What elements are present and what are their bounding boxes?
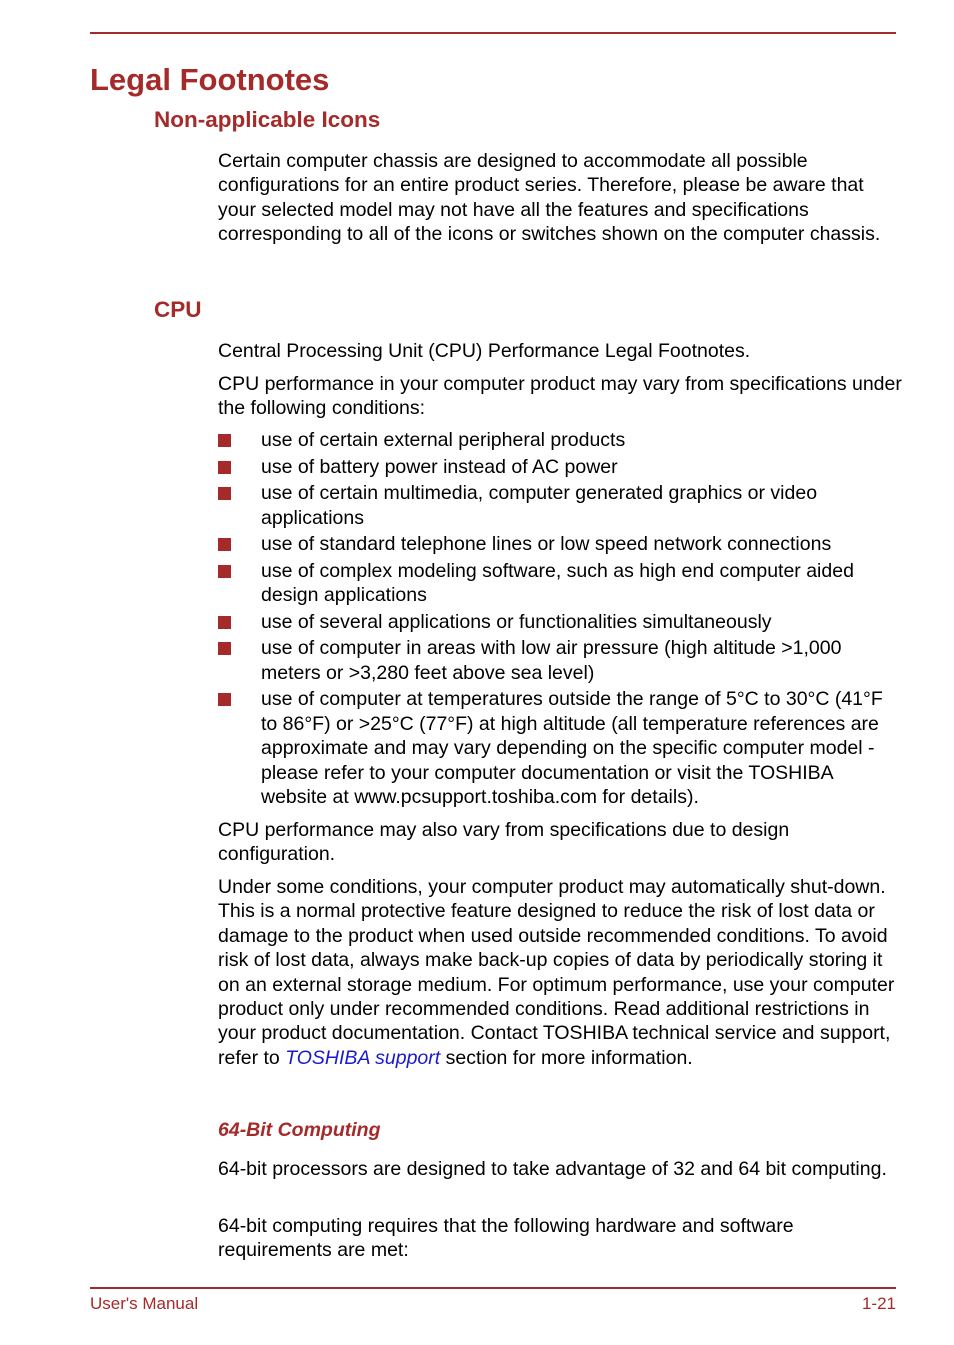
square-bullet-icon	[218, 565, 231, 578]
square-bullet-icon	[218, 693, 231, 706]
cpu-conditions-paragraph: CPU performance in your computer product may vary from specifications under the following conditions:	[218, 373, 902, 420]
square-bullet-icon	[218, 434, 231, 447]
list-item	[218, 610, 903, 634]
square-bullet-icon	[218, 538, 231, 551]
list-item	[218, 559, 903, 608]
list-item	[218, 428, 903, 452]
list-item-text: use of complex modeling software, such as high end computer aided design applications	[261, 559, 854, 607]
section-title-non-applicable-icons: Non-applicable Icons	[154, 107, 381, 132]
header-rule	[90, 32, 896, 34]
cpu-conditions-list	[218, 428, 903, 812]
non-applicable-paragraph: Certain computer chassis are designed to accommodate all possible configurations for an entire product series. Therefore, please be aware that your selected model may not have all the features and specifications corresponding to all of the icons or switches shown on the computer chassis.	[218, 150, 881, 246]
list-item-text: use of standard telephone lines or low speed network connections	[261, 533, 832, 556]
square-bullet-icon	[218, 616, 231, 629]
cpu-design-paragraph: CPU performance may also vary from specifications due to design configuration.	[218, 819, 790, 866]
list-item-text: use of computer in areas with low air pressure (high altitude >1,000 meters or >3,280 feet above sea level)	[261, 637, 842, 684]
cpu-intro-paragraph: Central Processing Unit (CPU) Performance Legal Footnotes.	[218, 340, 751, 362]
footer-manual-title: User's Manual	[90, 1294, 199, 1313]
list-item-text: use of certain multimedia, computer generated graphics or video applications	[261, 482, 818, 529]
list-item	[218, 455, 903, 479]
square-bullet-icon	[218, 461, 231, 474]
footer-rule	[90, 1287, 896, 1289]
list-item	[218, 481, 903, 530]
bit64-requirements-paragraph: 64-bit computing requires that the following hardware and software requirements are met:	[218, 1215, 794, 1262]
cpu-shutdown-paragraph	[218, 875, 903, 1070]
square-bullet-icon	[218, 487, 231, 500]
list-item	[218, 636, 903, 685]
toshiba-support-link[interactable]: TOSHIBA support	[285, 1046, 441, 1069]
bit64-intro-paragraph: 64-bit processors are designed to take advantage of 32 and 64 bit computing.	[218, 1158, 887, 1180]
list-item-text: use of certain external peripheral products	[261, 429, 626, 451]
list-item-text: use of computer at temperatures outside the range of 5°C to 30°C (41°F to 86°F) or >25°C (77°F) at high altitude (all temperature references are approximate and may vary depending on the specific computer model - please refer to your computer documentation or visit the TOSHIBA website at www.pcsupport.toshiba.com for details).	[261, 688, 883, 808]
square-bullet-icon	[218, 642, 231, 655]
shutdown-text: Under some conditions, your computer product may automatically shut-down. This is a normal protective feature designed to reduce the risk of lost data or damage to the product when used outside recommended conditions. To avoid risk of lost data, always make back-up copies of data by periodically storing it on an external storage medium. For optimum performance, use your computer product only under recommended conditions. Read additional restrictions in your product documentation. Contact TOSHIBA technical service and support, refer to	[218, 876, 895, 1069]
page-number: 1-21	[861, 1294, 896, 1313]
list-item	[218, 687, 903, 809]
section-title-cpu: CPU	[154, 297, 202, 322]
list-item-text: use of battery power instead of AC power	[261, 455, 618, 478]
subsection-title-64-bit-computing: 64-Bit Computing	[218, 1119, 381, 1141]
shutdown-text-end: section for more information.	[445, 1046, 693, 1069]
page-title: Legal Footnotes	[90, 62, 330, 97]
list-item-text: use of several applications or functionalities simultaneously	[261, 610, 772, 633]
list-item	[218, 532, 903, 556]
